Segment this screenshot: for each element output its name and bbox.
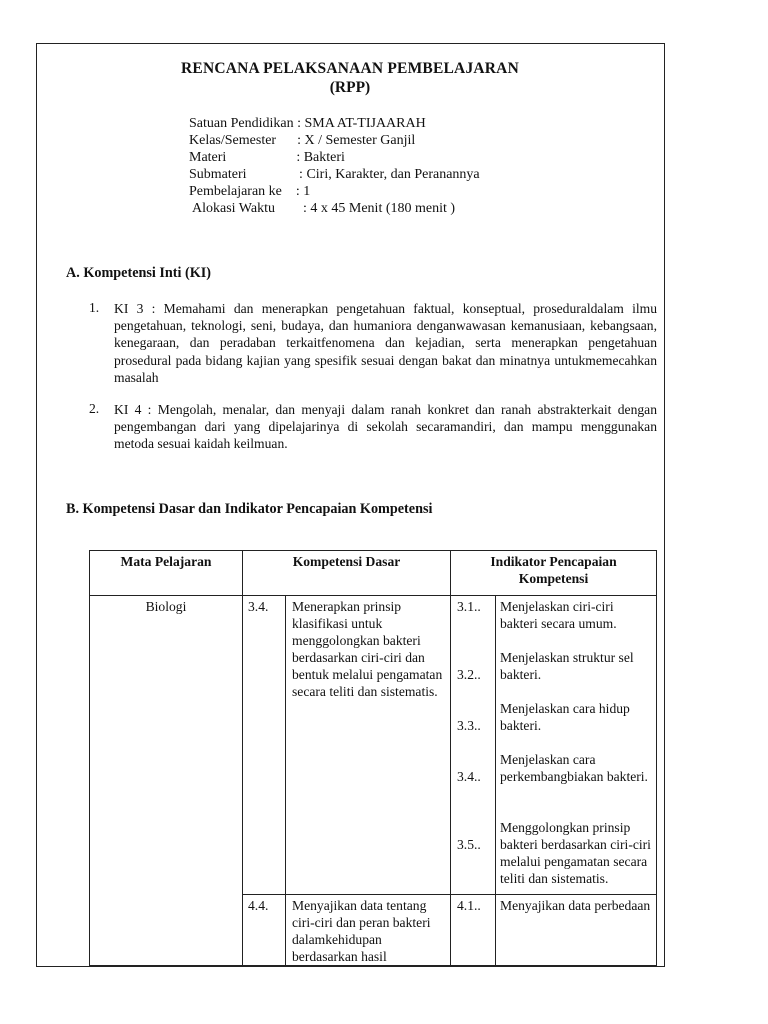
indicator-texts [496,596,657,895]
header-kompetensi-dasar: Kompetensi Dasar [243,551,451,596]
document-subtitle: (RPP) [329,79,371,96]
kd-text: Menerapkan prinsip klasifikasi untuk menggolongkan bakteri berdasarkan ciri-ciri dan bentuk melalui pengamatan secara teliti dan sistematis. [286,596,451,895]
kd-text: Menyajikan data tentang ciri-ciri dan peran bakteri dalamkehidupan berdasarkan hasil [286,895,451,966]
indicator-number: 3.5.. [457,837,481,852]
header-mata-pelajaran: Mata Pelajaran [90,551,243,596]
indicator-number: 3.2.. [457,667,481,682]
indicator-numbers [451,596,496,895]
header-indikator: Indikator Pencapaian Kompetensi [451,551,657,596]
identity-row-pembelajaran: Pembelajaran ke : 1 [189,184,311,199]
ki-3-text: KI 3 : Memahami dan menerapkan pengetahuan faktual, konseptual, proseduraldalam ilmu pengetahuan, teknologi, seni, budaya, dan humaniora denganwawasan kemanusiaan, kebangsaan, kenegaraan, dan peradaban terkaitfenomena dan kejadian, serta menerapkan pengetahuan prosedural pada bidang kajian yang spesifik sesuai dengan bakat dan minatnya untukmemecahkan masalah [114,301,657,385]
indicator-number: 3.1.. [457,599,481,614]
table-header-row [90,551,657,596]
indicator-number: 3.4.. [457,769,481,784]
identity-row-kelas: Kelas/Semester : X / Semester Ganjil [189,133,416,148]
indicator-text: Menyajikan data perbedaan [496,895,657,966]
identity-row-satuan: Satuan Pendidikan : SMA AT-TIJAARAH [189,116,426,131]
indicator-number: 4.1.. [451,895,496,966]
identity-row-alokasi: Alokasi Waktu : 4 x 45 Menit (180 menit ) [192,201,456,216]
table-row [90,596,657,895]
section-b-heading: B. Kompetensi Dasar dan Indikator Pencapaian Kompetensi [66,501,433,517]
kd-number: 3.4. [243,596,286,895]
indicator-text: Menjelaskan cara hidup bakteri. [500,701,630,733]
cell-mata-pelajaran: Biologi [90,596,243,966]
section-a-heading: A. Kompetensi Inti (KI) [66,265,212,281]
identity-row-materi: Materi : Bakteri [189,150,345,165]
kd-number: 4.4. [243,895,286,966]
indicator-number: 3.3.. [457,718,481,733]
indicator-text: Menggolongkan prinsip bakteri berdasarkan ciri-ciri melalui pengamatan secara teliti dan sistematis. [500,820,651,886]
page-bottom-border [36,966,665,967]
indicator-text: Menjelaskan cara perkembangbiakan bakteri. [500,752,648,784]
kompetensi-table [89,550,657,966]
indicator-text: Menjelaskan ciri-ciri bakteri secara umum. [500,599,617,631]
ki-3-number: 1. [89,300,100,315]
document-title: RENCANA PELAKSANAAN PEMBELAJARAN [181,60,519,77]
ki-4-text: KI 4 : Mengolah, menalar, dan menyaji dalam ranah konkret dan ranah abstrakterkait dengan pengembangan dari yang dipelajarinya di sekolah secaramandiri, dan mampu menggunakan metoda sesuai kaidah keilmuan. [114,402,657,452]
identity-row-submateri: Submateri : Ciri, Karakter, dan Peranannya [189,167,480,182]
ki-4-number: 2. [89,401,100,416]
indicator-text: Menjelaskan struktur sel bakteri. [500,650,634,682]
